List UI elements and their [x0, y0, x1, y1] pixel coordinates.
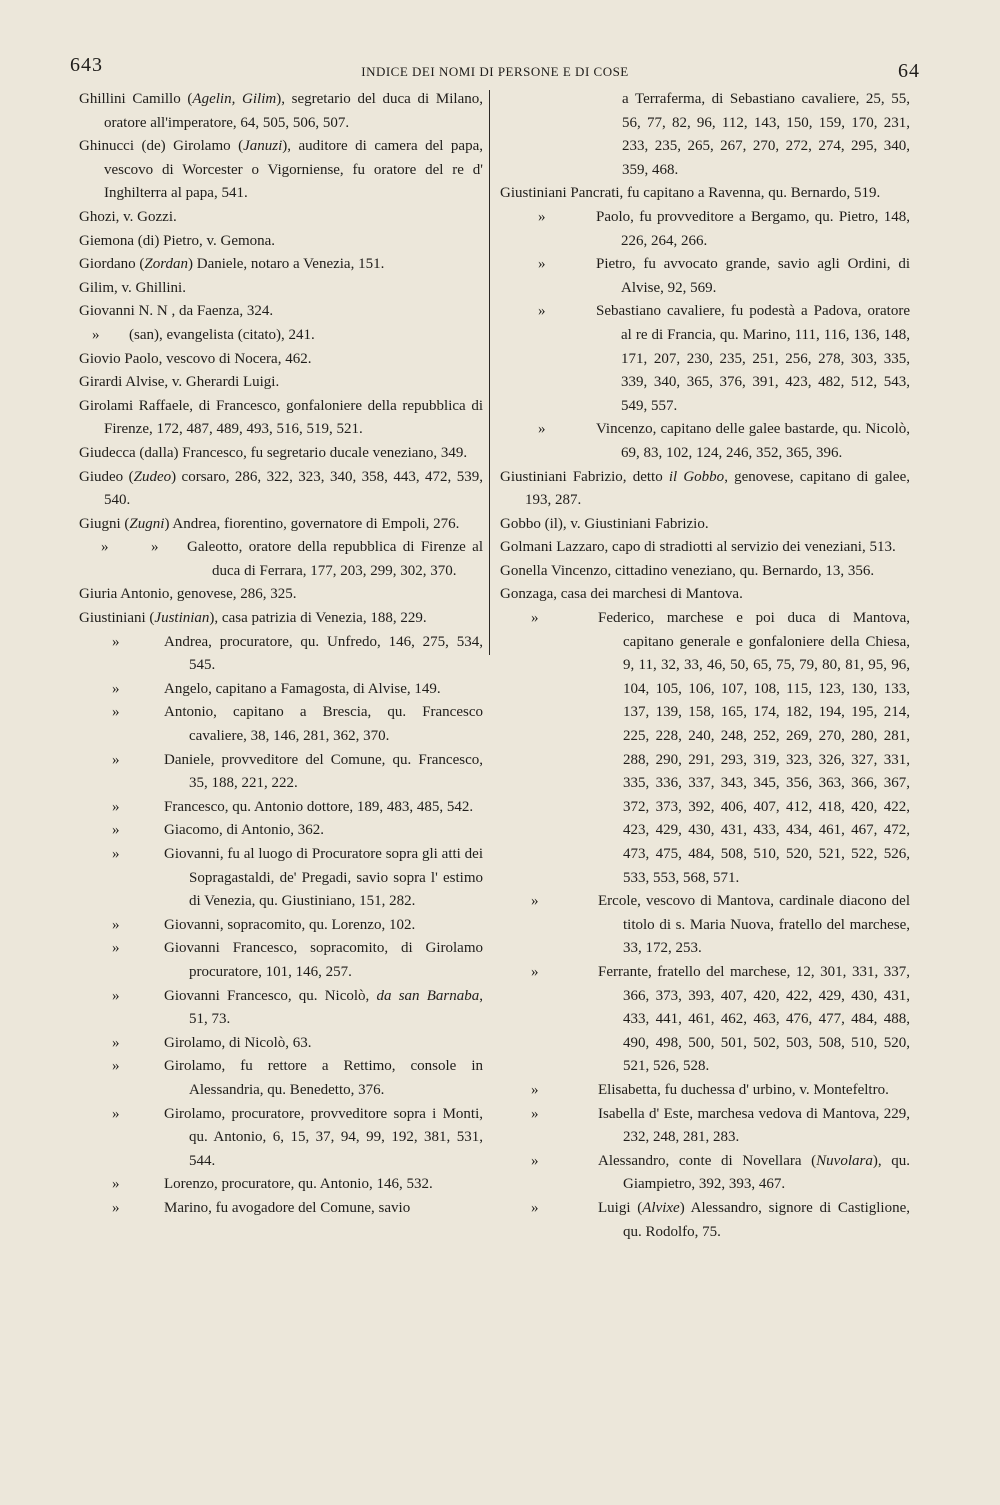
- ditto-mark: »: [112, 798, 120, 815]
- index-entry: Giemona (di) Pietro, v. Gemona.: [79, 232, 276, 249]
- index-continuation: a Terraferma, di Sebastiano cavaliere, 25, 55, 56, 77, 82, 96, 112, 143, 150, 159, 170, 231, 233, 235, 265, 267, 270, 272, 274, 295, 340, 359, 468.: [622, 91, 910, 178]
- right-column: [500, 88, 910, 1244]
- ditto-mark: »: [92, 326, 100, 343]
- ditto-mark: »: [112, 1176, 120, 1193]
- index-subentry: » Ercole, vescovo di Mantova, cardinale diacono del titolo di s. Maria Nuova, fratello del marchese, 33, 172, 253.: [500, 890, 910, 961]
- index-entry: Giustiniani Fabrizio, detto il Gobbo, genovese, capitano di galee, 193, 287.: [500, 468, 910, 509]
- index-subentry: » Federico, marchese e poi duca di Mantova, capitano generale e gonfaloniere della Chiesa, 9, 11, 32, 33, 46, 50, 65, 75, 79, 80, 81, 95, 96, 104, 105, 106, 107, 108, 115, 123, 130, 133, 137, 139, 158, 165, 174, 182, 194, 195, 214, 225, 228, 240, 248, 252, 269, 270, 280, 281, 288, 290, 291, 293, 319, 323, 326, 327, 331, 335, 336, 337, 343, 345, 356, 363, 366, 367, 372, 373, 392, 406, 407, 412, 418, 420, 422, 423, 429, 430, 431, 433, 434, 461, 467, 472, 473, 475, 484, 508, 510, 520, 521, 522, 526, 533, 553, 568, 571.: [500, 607, 910, 890]
- page-header: [70, 52, 920, 86]
- ditto-mark: »: [531, 1105, 539, 1122]
- ditto-mark: »: [151, 539, 159, 556]
- ditto-mark: »: [531, 1199, 539, 1216]
- ditto-mark: »: [538, 421, 546, 438]
- index-entry: Gonzaga, casa dei marchesi di Mantova.: [500, 586, 743, 603]
- ditto-mark: »: [531, 1152, 539, 1169]
- ditto-mark: »: [112, 846, 120, 862]
- index-subentry: » Angelo, capitano a Famagosta, di Alvise, 149.: [79, 678, 483, 702]
- index-subentry: » Giovanni Francesco, qu. Nicolò, da san Barnaba, 51, 73.: [79, 985, 483, 1032]
- ditto-mark: »: [112, 751, 120, 768]
- index-entry: Giordano (Zordan) Daniele, notaro a Venezia, 151.: [79, 256, 385, 273]
- index-entry: Girolami Raffaele, di Francesco, gonfaloniere della repubblica di Firenze, 172, 487, 489, 493, 516, 519, 521.: [79, 397, 483, 438]
- ditto-mark: »: [112, 987, 120, 1004]
- index-subentry: » Paolo, fu provveditore a Bergamo, qu. Pietro, 148, 226, 264, 266.: [500, 206, 910, 253]
- index-subentry: » Girolamo, procuratore, provveditore sopra i Monti, qu. Antonio, 6, 15, 37, 94, 99, 192, 381, 531, 544.: [79, 1103, 483, 1174]
- index-entry: Gobbo (il), v. Giustiniani Fabrizio.: [500, 515, 709, 532]
- ditto-mark: »: [112, 704, 120, 721]
- ditto-mark: »: [112, 633, 120, 650]
- ditto-mark: »: [531, 893, 539, 910]
- index-subentry: » Giovanni, sopracomito, qu. Lorenzo, 102.: [79, 914, 483, 938]
- ditto-mark: »: [112, 1199, 120, 1216]
- index-entry: Giudeo (Zudeo) corsaro, 286, 322, 323, 340, 358, 443, 472, 539, 540.: [79, 468, 484, 509]
- index-entry: Gilim, v. Ghillini.: [79, 279, 186, 296]
- page-number-right: 64: [898, 60, 920, 82]
- index-subentry: » Marino, fu avogadore del Comune, savio: [79, 1197, 483, 1221]
- index-entry: Giuria Antonio, genovese, 286, 325.: [79, 586, 297, 603]
- index-entry: Ghinucci (de) Girolamo (Januzi), auditore di camera del papa, vescovo di Worcester o Vigorniense, fu oratore del re d' Inghilterra al papa, 541.: [79, 138, 483, 202]
- index-entry: Giovio Paolo, vescovo di Nocera, 462.: [79, 350, 312, 367]
- column-divider: [489, 90, 490, 655]
- index-subentry: » Vincenzo, capitano delle galee bastarde, qu. Nicolò, 69, 83, 102, 124, 246, 352, 365, 396.: [500, 418, 910, 465]
- ditto-mark: »: [112, 940, 120, 957]
- index-subentry: » Giacomo, di Antonio, 362.: [79, 819, 483, 843]
- ditto-mark: »: [538, 256, 546, 273]
- page-number-left: 643: [70, 54, 103, 76]
- running-title: INDICE DEI NOMI DI PERSONE E DI COSE: [361, 64, 629, 79]
- index-entry: Golmani Lazzaro, capo di stradiotti al servizio dei veneziani, 513.: [500, 539, 896, 556]
- ditto-mark: »: [538, 303, 546, 320]
- index-entry: Ghillini Camillo (Agelin, Gilim), segretario del duca di Milano, oratore all'imperatore, 64, 505, 506, 507.: [79, 91, 483, 131]
- index-subentry: » Sebastiano cavaliere, fu podestà a Padova, oratore al re di Francia, qu. Marino, 111, 116, 136, 148, 171, 207, 230, 235, 251, 256, 278, 303, 335, 339, 340, 365, 376, 391, 423, 482, 512, 543, 549, 557.: [500, 300, 910, 418]
- index-entry: Giovanni N. N , da Faenza, 324.: [79, 303, 274, 320]
- index-subentry: » Luigi (Alvixe) Alessandro, signore di Castiglione, qu. Rodolfo, 75.: [500, 1197, 910, 1244]
- index-subentry: » Elisabetta, fu duchessa d' urbino, v. Montefeltro.: [500, 1079, 910, 1103]
- ditto-mark: »: [531, 1081, 539, 1098]
- ditto-mark: »: [112, 1034, 120, 1051]
- ditto-mark: »: [112, 1058, 120, 1075]
- index-entry: Ghozi, v. Gozzi.: [79, 208, 177, 225]
- ditto-mark: »: [112, 1105, 120, 1122]
- index-entry: Giustiniani Pancrati, fu capitano a Ravenna, qu. Bernardo, 519.: [500, 185, 881, 202]
- index-subentry: » Antonio, capitano a Brescia, qu. Francesco cavaliere, 38, 146, 281, 362, 370.: [79, 701, 483, 748]
- index-entry: Gonella Vincenzo, cittadino veneziano, qu. Bernardo, 13, 356.: [500, 562, 875, 579]
- left-column: [79, 88, 483, 1221]
- index-subentry: » Ferrante, fratello del marchese, 12, 301, 331, 337, 366, 373, 393, 407, 420, 422, 429, 430, 431, 433, 441, 461, 462, 463, 476, 477, 484, 488, 490, 498, 500, 501, 502, 503, 508, 510, 520, 521, 526, 528.: [500, 961, 910, 1079]
- index-subentry: » (san), evangelista (citato), 241.: [79, 324, 483, 348]
- ditto-mark: »: [101, 539, 109, 556]
- index-subentry: » Giovanni, fu al luogo di Procuratore sopra gli atti dei Sopragastaldi, de' Pregadi, savio sopra l' estimo di Venezia, qu. Giustiniano, 151, 282.: [79, 843, 483, 914]
- index-subentry: » Isabella d' Este, marchesa vedova di Mantova, 229, 232, 248, 281, 283.: [500, 1103, 910, 1150]
- index-subentry: » » Galeotto, oratore della repubblica di Firenze al duca di Ferrara, 177, 203, 299, 302, 370.: [79, 536, 483, 583]
- index-subentry: » Girolamo, di Nicolò, 63.: [79, 1032, 483, 1056]
- ditto-mark: »: [112, 680, 120, 697]
- index-subentry: » Lorenzo, procuratore, qu. Antonio, 146, 532.: [79, 1173, 483, 1197]
- index-entry: Giugni (Zugni) Andrea, fiorentino, governatore di Empoli, 276.: [79, 515, 460, 532]
- ditto-mark: »: [112, 822, 120, 839]
- index-subentry: » Pietro, fu avvocato grande, savio agli Ordini, di Alvise, 92, 569.: [500, 253, 910, 300]
- index-entry: Girardi Alvise, v. Gherardi Luigi.: [79, 374, 280, 391]
- index-entry: Giustiniani (Justinian), casa patrizia di Venezia, 188, 229.: [79, 610, 427, 627]
- ditto-mark: »: [531, 963, 539, 980]
- ditto-mark: »: [531, 610, 539, 627]
- index-entry: Giudecca (dalla) Francesco, fu segretario ducale veneziano, 349.: [79, 444, 468, 461]
- ditto-mark: »: [112, 916, 120, 933]
- index-subentry: » Andrea, procuratore, qu. Unfredo, 146, 275, 534, 545.: [79, 631, 483, 678]
- index-subentry: » Girolamo, fu rettore a Rettimo, console in Alessandria, qu. Benedetto, 376.: [79, 1055, 483, 1102]
- index-subentry: » Daniele, provveditore del Comune, qu. Francesco, 35, 188, 221, 222.: [79, 749, 483, 796]
- index-subentry: » Alessandro, conte di Novellara (Nuvolara), qu. Giampietro, 392, 393, 467.: [500, 1150, 910, 1197]
- ditto-mark: »: [538, 208, 546, 225]
- index-subentry: » Giovanni Francesco, sopracomito, di Girolamo procuratore, 101, 146, 257.: [79, 937, 483, 984]
- index-subentry: » Francesco, qu. Antonio dottore, 189, 483, 485, 542.: [79, 796, 483, 820]
